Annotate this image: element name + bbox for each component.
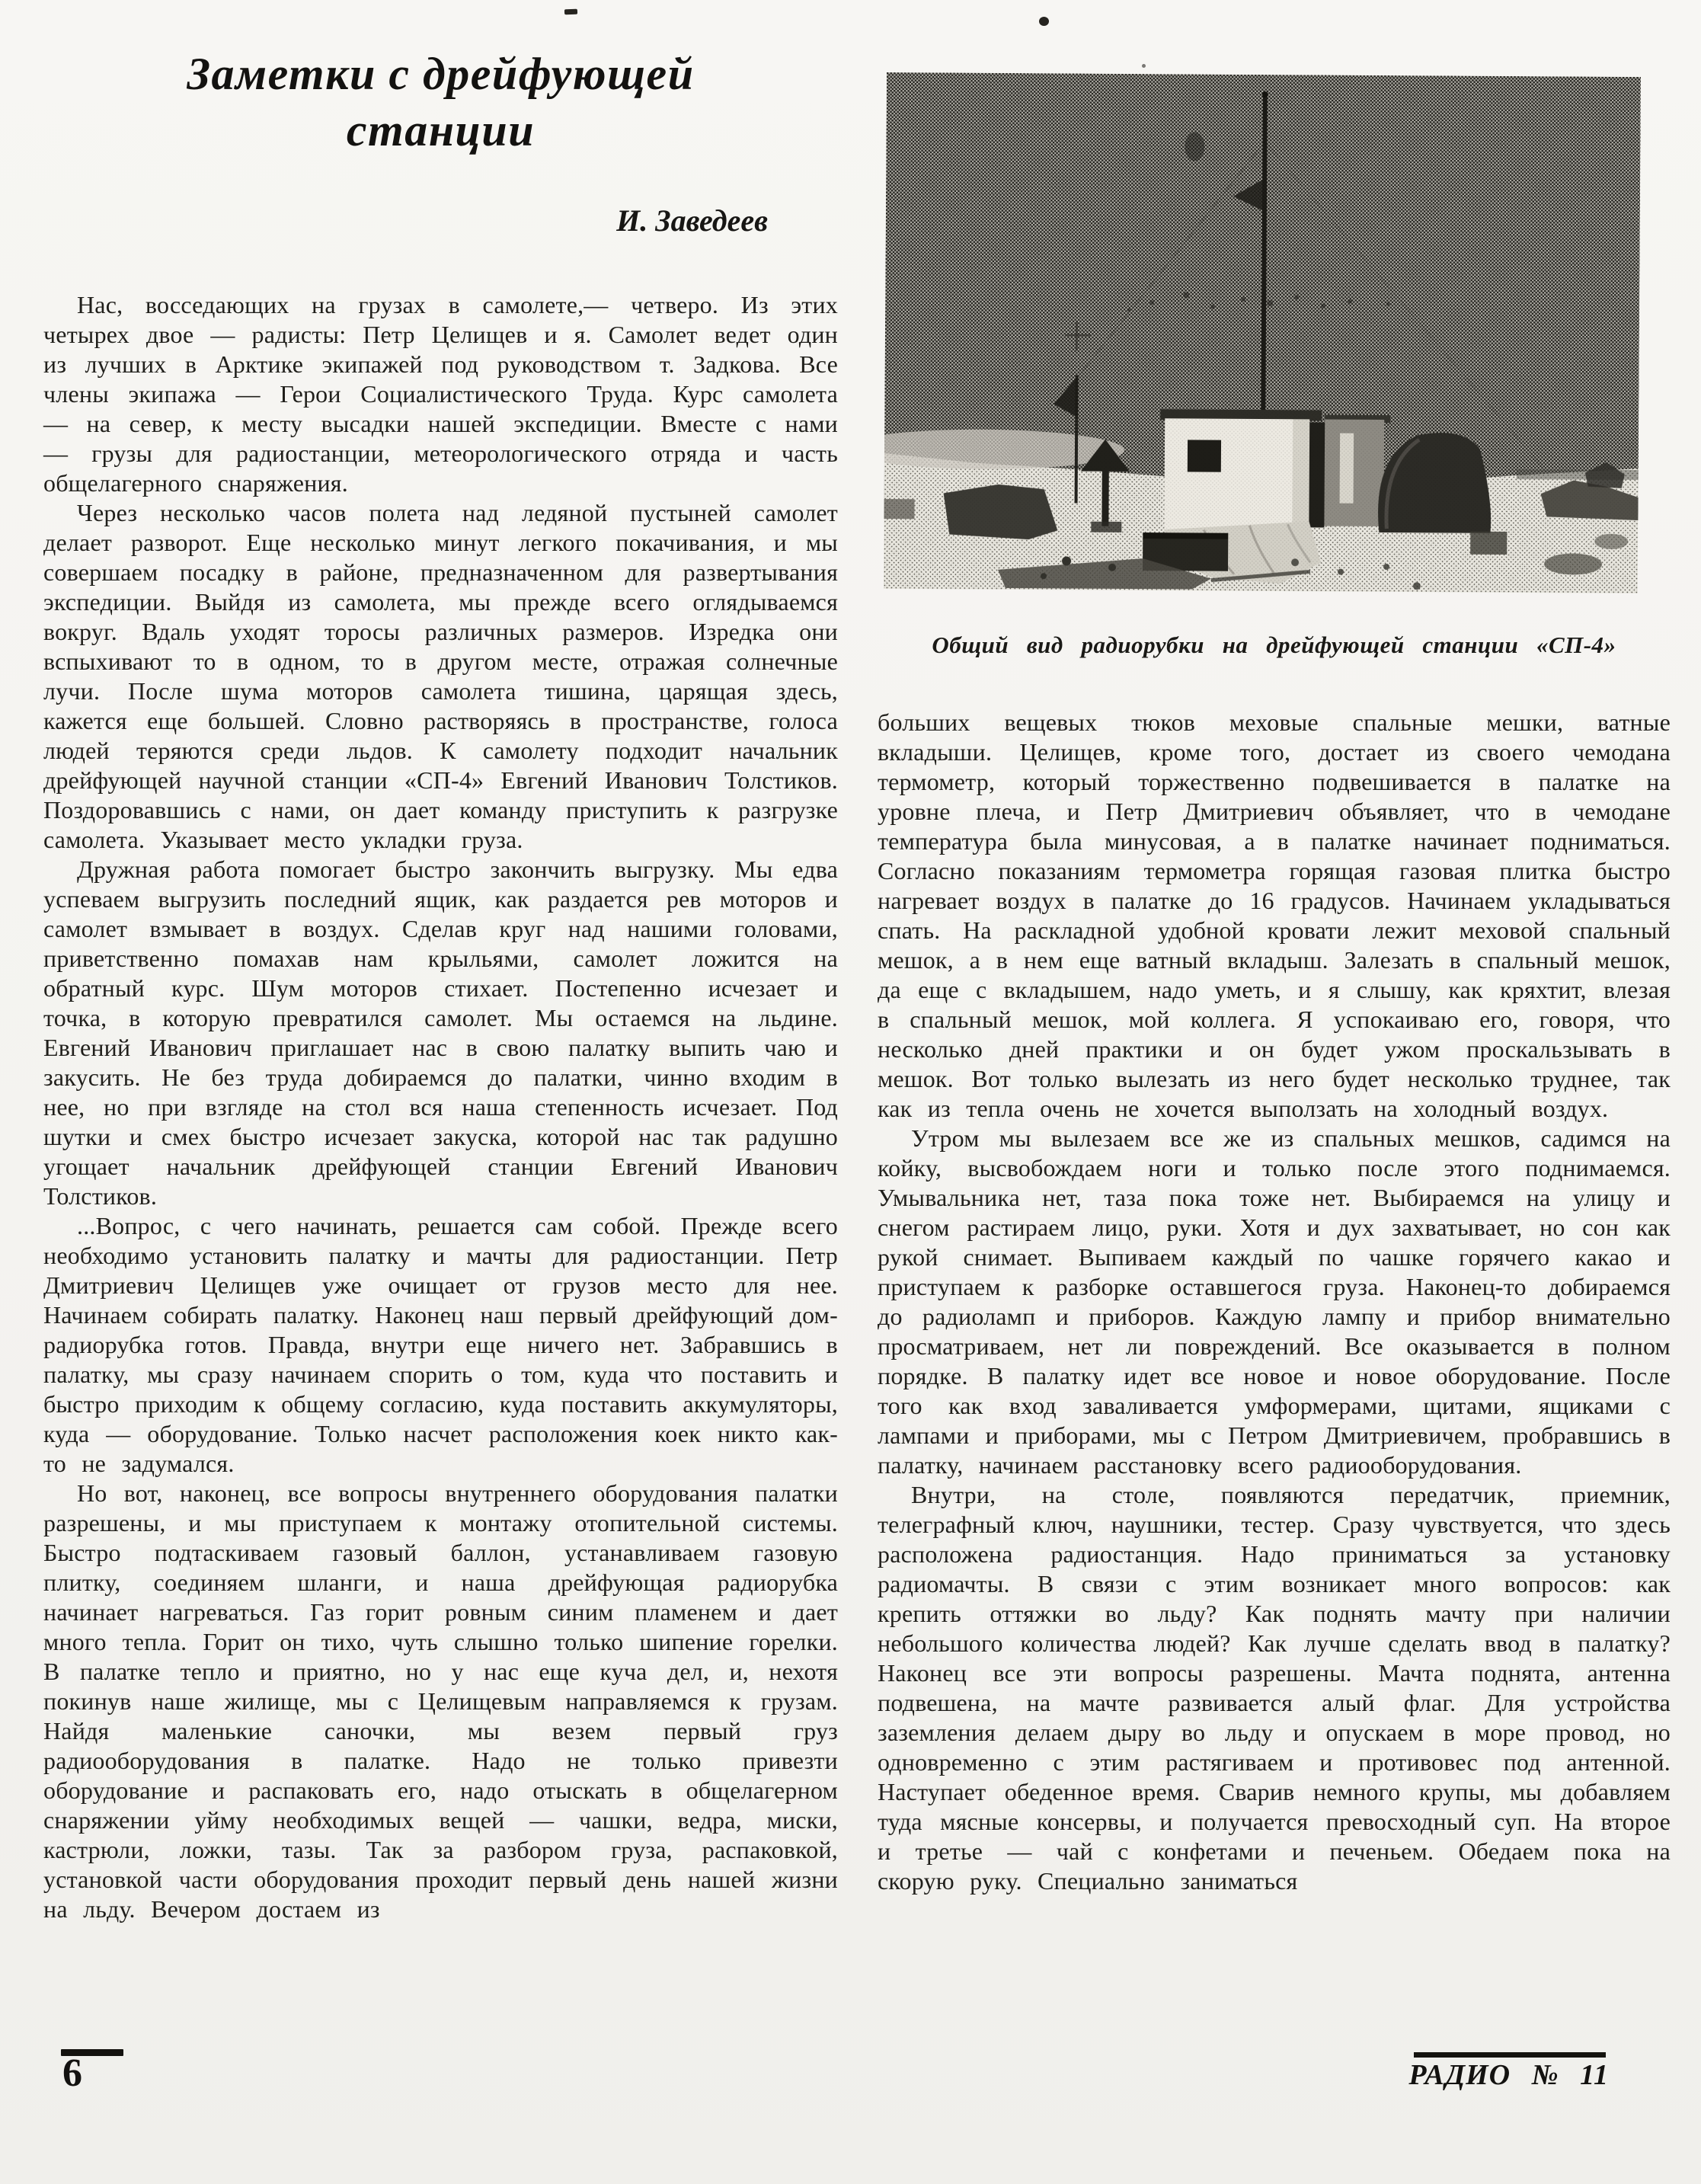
article-paragraph: Дружная работа помогает быстро закончить выгрузку. Мы едва успеваем выгрузить последний ящик, как раздается рев моторов и самолет взмывает в воздух. Сделав круг над нашими головами, приветственно помахав нам крыльями, самолет ложится на обратный курс. Шум моторов стихает. Постепенно исчезает и точка, в которую превратился самолет. Мы остаемся на льдине. Евгений Иванович приглашает нас в свою палатку выпить чаю и закусить. Не без труда добираемся до палатки, чинно входим в нее, но при взгляде на стол вся наша степенность исчезает. Под шутки и смех быстро исчезает закуска, которой нас так радушно угощает начальник дрейфующей станции Евгений Иванович Толстиков.	[43, 855, 838, 1210]
article-paragraph: Через несколько часов полета над ледяной пустыней самолет делает разворот. Еще несколько минут легкого покачивания, и мы совершаем посадку в районе, предназначенном для развертывания экспедиции. Выйдя из самолета, мы прежде всего оглядываемся вокруг. Вдаль уходят торосы различных размеров. Изредка они вспыхивают то в одном, то в другом месте, отражая солнечные лучи. После шума моторов самолета тишина, царящая здесь, кажется еще большей. Словно растворяясь в пространстве, голоса людей теряются среди льдов. К самолету подходит начальник дрейфующей научной станции «СП-4» Евгений Иванович Толстиков. Поздоровавшись с нами, он дает команду приступить к разгрузке самолета. Указывает место укладки груза.	[43, 499, 838, 853]
article-body-left	[43, 290, 838, 1924]
article-paragraph: ...Вопрос, с чего начинать, решается сам собой. Прежде всего необходимо установить палатку и мачты для радиостанции. Петр Дмитриевич Целищев уже очищает от грузов место для нее. Начинаем собирать палатку. Наконец наш первый дрейфующий дом-радиорубка готов. Правда, внутри еще ничего нет. Забравшись в палатку, мы сразу начинаем спорить о том, куда что поставить и быстро приходим к общему согласию, куда поставить аккумуляторы, куда — оборудование. Только насчет расположения коек никто как-то не задумался.	[43, 1212, 838, 1477]
scan-artifact-dot	[1142, 64, 1146, 68]
photo-caption: Общий вид радиорубки на дрейфующей станции «СП-4»	[932, 632, 1616, 658]
article-author: И. Заведеев	[616, 203, 768, 238]
article-paragraph: Внутри, на столе, появляются передатчик, приемник, телеграфный ключ, наушники, тестер. Сразу чувствуется, что здесь расположена радиостанция. Надо приниматься за установку радиомачты. В связи с этим возникает много вопросов: как крепить оттяжки во льду? Как поднять мачту при наличии небольшого количества людей? Как лучше сделать ввод в палатку? Наконец все эти вопросы разрешены. Мачта поднята, антенна подвешена, на мачте развивается алый флаг. Для устройства заземления делаем дыру во льду и опускаем в море провод, но одновременно с этим растягиваем и противовес под антенной. Наступает обеденное время. Сварив немного крупы, мы добавляем туда мясные консервы, и получается превосходный суп. На второе и третье — чай с конфетами и печеньем. Обедаем пока на скорую руку. Специально заниматься	[878, 1481, 1671, 1895]
scan-artifact-dash	[564, 9, 577, 15]
page-number: 6	[62, 2051, 82, 2095]
article-title	[43, 46, 838, 158]
article-title-line2: станции	[346, 105, 536, 155]
right-column	[878, 72, 1671, 1896]
scan-artifact-dot	[1039, 17, 1049, 26]
station-photo	[884, 72, 1641, 593]
article-paragraph: Утром мы вылезаем все же из спальных мешков, садимся на койку, высвобождаем ноги и только после этого поднимаемся. Умывальника нет, таза пока тоже нет. Выбираемся на улицу и снегом растираем лицо, руки. Хотя и дух захватывает, но сон как рукой снимает. Выпиваем каждый по чашке горячего какао и приступаем к разборке оставшегося груза. Наконец-то добираемся до радиоламп и приборов. Каждую лампу и прибор внимательно просматриваем, нет ли повреждений. Все оказывается в полном порядке. В палатку идет все новое и новое оборудование. После того как вход заваливается умформерами, щитами, ящиками с лампами и приборами, мы с Петром Дмитриевичем, пробравшись в палатку, начинаем расстановку всего радиооборудования.	[878, 1124, 1671, 1479]
journal-footer-rule	[1414, 2052, 1606, 2058]
article-paragraph: больших вещевых тюков меховые спальные мешки, ватные вкладыши. Целищев, кроме того, достает из своего чемодана термометр, который торжественно подвешивается в палатке на уровне плеча, и Петр Дмитриевич объявляет, что в чемодане температура была минусовая, а в палатке начинает подниматься. Согласно показаниям термометра горящая газовая плитка быстро нагревает воздух в палатке до 16 градусов. Начинаем укладываться спать. На раскладной удобной кровати лежит меховой спальный мешок, а в нем еще ватный вкладыш. Залезать в спальный мешок, да еще с вкладышем, надо уметь, и я слышу, как кряхтит, влезая в спальный мешок, мой коллега. Я успокаиваю его, говоря, что несколько дней практики и он будет ужом проскальзывать в мешок. Вот только вылезать из него будет несколько труднее, так как из тепла очень не хочется выползать на холодный воздух.	[878, 708, 1671, 1122]
article-body-right	[878, 708, 1671, 1896]
article-title-line1: Заметки с дрейфующей	[187, 49, 695, 99]
article-paragraph: Но вот, наконец, все вопросы внутреннего оборудования палатки разрешены, и мы приступаем к монтажу отопительной системы. Быстро подтаскиваем газовый баллон, устанавливаем газовую плитку, соединяем шланги, и наша дрейфующая радиорубка начинает нагреваться. Газ горит ровным синим пламенем и дает много тепла. Горит он тихо, чуть слышно только шипение горелки. В палатке тепло и приятно, но у нас еще куча дел, и, нехотя покинув наше жилище, мы с Целищевым направляемся к грузам. Найдя маленькие саночки, мы везем первый груз радиооборудования в палатке. Надо не только привезти оборудование и распаковать его, надо отыскать в общелагерном снаряжении уйму необходимых вещей — чашки, ведра, миски, кастрюли, ложки, тазы. Так за разбором груза, распаковкой, установкой части оборудования проходит первый день нашей жизни на льду. Вечером достаем из	[43, 1479, 838, 1923]
article-paragraph: Нас, восседающих на грузах в самолете,— четверо. Из этих четырех двое — радисты: Петр Целищев и я. Самолет ведет один из лучших в Арктике экипажей под руководством т. Задкова. Все члены экипажа — Герои Социалистического Труда. Курс самолета — на север, к месту высадки нашей экспедиции. Вместе с нами — грузы для радиостанции, метеорологического отряда и часть общелагерного снаряжения.	[43, 291, 838, 497]
left-column	[43, 37, 838, 1924]
journal-footer-label: РАДИО № 11	[1408, 2059, 1609, 2091]
